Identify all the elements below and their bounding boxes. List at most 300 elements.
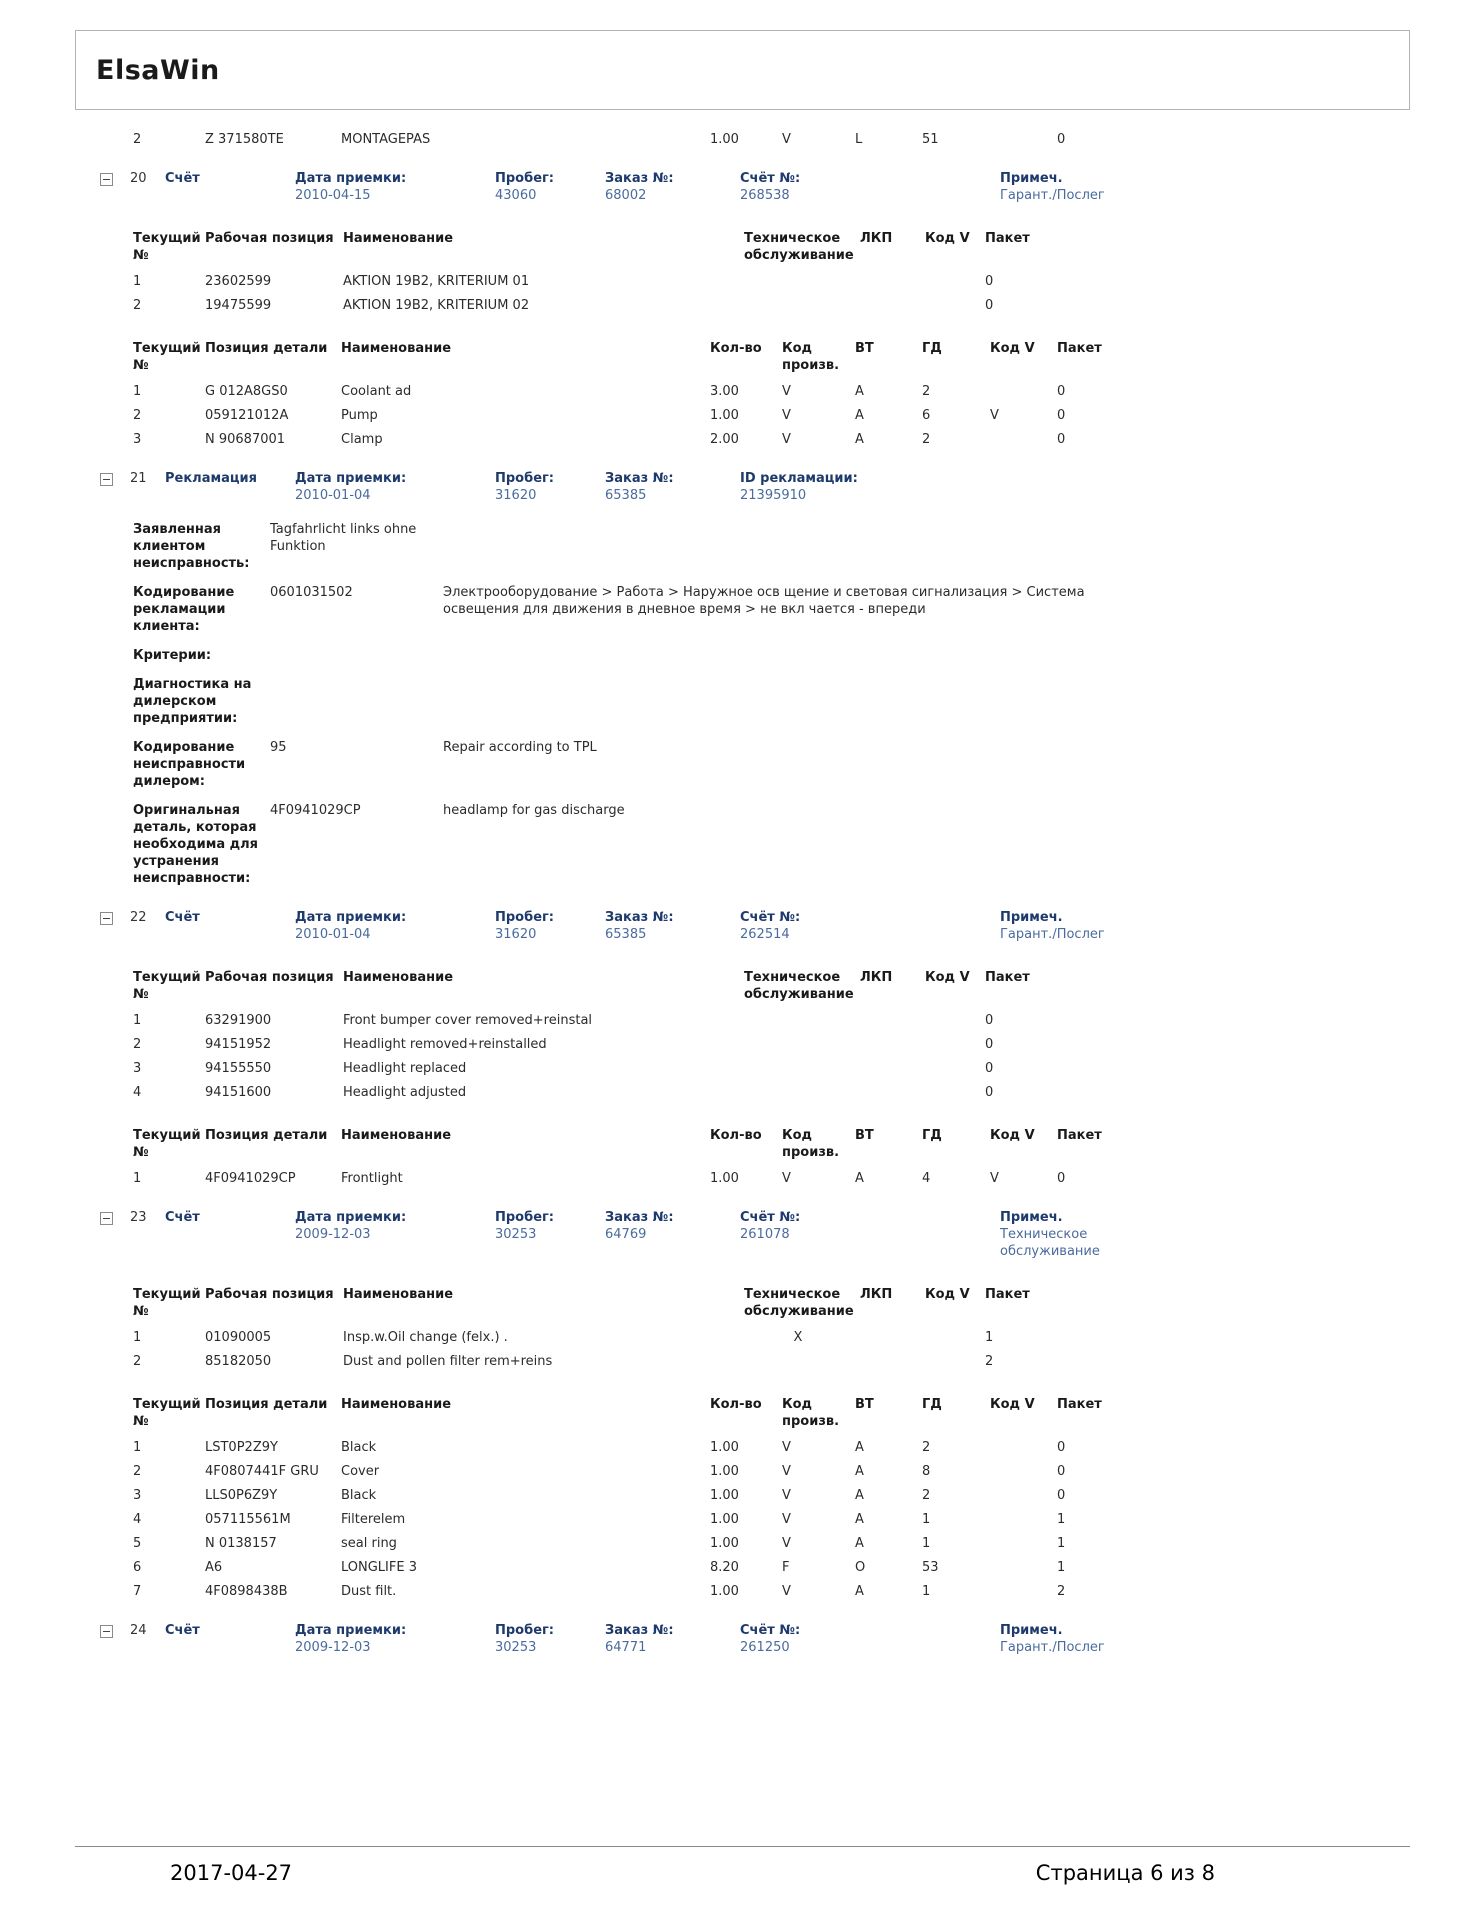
record-body — [100, 521, 1240, 887]
app-title: ElsaWin — [96, 54, 220, 86]
work-row — [133, 1036, 1240, 1053]
cell: 2 — [133, 408, 142, 423]
header-field-date — [295, 470, 495, 504]
cell: MONTAGEPAS — [341, 132, 431, 147]
complaint-field-label: Кодирование рекламации клиента: — [133, 585, 235, 634]
cell: A — [855, 384, 864, 399]
cell: A — [855, 1512, 864, 1527]
cell: A — [855, 1464, 864, 1479]
column-header: Кол-во — [710, 1397, 762, 1412]
collapse-button[interactable] — [100, 1212, 113, 1225]
work-row — [133, 297, 1240, 314]
field-value: 31620 — [495, 927, 537, 942]
parts-row — [133, 1559, 1240, 1576]
parts-row — [133, 1583, 1240, 1600]
column-header: ВТ — [855, 1397, 874, 1412]
cell: 2 — [985, 1354, 994, 1369]
cell — [744, 297, 860, 314]
cell: 1 — [1057, 1512, 1066, 1527]
column-header: Наименование — [343, 1287, 454, 1302]
cell: Front bumper cover removed+reinstal — [343, 1013, 593, 1028]
field-label: Счёт №: — [740, 1623, 801, 1638]
cell: 0 — [1057, 1171, 1066, 1186]
cell: Z 371580TE — [205, 132, 284, 147]
cell: LONGLIFE 3 — [341, 1560, 417, 1575]
footer-page-indicator: Страница 6 из 8 — [1035, 1861, 1215, 1885]
field-value: 65385 — [605, 488, 647, 503]
app-header — [75, 30, 1410, 110]
parts-table — [133, 340, 1240, 448]
collapse-button[interactable] — [100, 473, 113, 486]
column-header: Пакет — [985, 970, 1030, 985]
cell: V — [782, 1536, 791, 1551]
cell — [990, 383, 1057, 400]
column-header: Пакет — [1057, 1397, 1102, 1412]
parts-row-continued — [133, 131, 1240, 148]
field-value: 2009-12-03 — [295, 1227, 371, 1242]
column-header: ГД — [922, 1128, 942, 1143]
cell: 8.20 — [710, 1560, 739, 1575]
cell: A — [855, 1584, 864, 1599]
field-label: Заказ №: — [605, 171, 674, 186]
cell: V — [782, 384, 791, 399]
column-header: Рабочая позиция — [205, 231, 334, 246]
record-header — [100, 470, 1240, 504]
cell — [860, 1012, 925, 1029]
cell — [990, 131, 1057, 148]
field-label: ID рекламации: — [740, 471, 858, 486]
cell: N 90687001 — [205, 432, 286, 447]
cell: 1 — [1057, 1536, 1066, 1551]
cell: 0 — [985, 298, 994, 313]
cell — [990, 1487, 1057, 1504]
column-header: Текущий № — [133, 1128, 201, 1160]
record-20 — [100, 170, 1240, 448]
cell — [744, 273, 860, 290]
cell — [990, 1463, 1057, 1480]
cell: A — [855, 1171, 864, 1186]
cell: A — [855, 1536, 864, 1551]
field-label: Дата приемки: — [295, 1210, 407, 1225]
cell — [925, 273, 985, 290]
field-label: Пробег: — [495, 1210, 555, 1225]
cell: 94151952 — [205, 1037, 272, 1052]
table-header-row — [133, 969, 1240, 1003]
cell: Filterelem — [341, 1512, 406, 1527]
complaint-field-description — [443, 647, 1133, 664]
header-field-mileage — [495, 470, 605, 504]
cell: seal ring — [341, 1536, 397, 1551]
cell: Black — [341, 1488, 377, 1503]
cell: 0 — [985, 1085, 994, 1100]
record-type: Рекламация — [165, 471, 257, 486]
complaint-field-label: Кодирование неисправности дилером: — [133, 740, 246, 789]
cell: 4F0807441F GRU — [205, 1464, 319, 1479]
field-value: 64769 — [605, 1227, 647, 1242]
cell: 5 — [133, 1536, 142, 1551]
column-header: ЛКП — [860, 1287, 893, 1302]
header-field-invoice — [740, 1622, 1000, 1656]
cell: 51 — [922, 132, 939, 147]
cell: F — [782, 1560, 790, 1575]
cell — [744, 1036, 860, 1053]
record-header — [100, 1209, 1240, 1260]
cell: N 0138157 — [205, 1536, 277, 1551]
collapse-button[interactable] — [100, 912, 113, 925]
field-value: 30253 — [495, 1640, 537, 1655]
complaint-field-value: Tagfahrlicht links ohne Funktion — [270, 522, 417, 554]
cell: 6 — [922, 408, 931, 423]
parts-row — [133, 383, 1240, 400]
header-field-date — [295, 1622, 495, 1656]
complaint-field-label: Диагностика на дилерском предприятии: — [133, 677, 252, 726]
cell: Headlight removed+reinstalled — [343, 1037, 547, 1052]
parts-table — [133, 1396, 1240, 1600]
cell: 7 — [133, 1584, 142, 1599]
field-label: Пробег: — [495, 171, 555, 186]
record-header — [100, 170, 1240, 204]
field-value: 65385 — [605, 927, 647, 942]
cell: 2 — [133, 132, 142, 147]
cell — [925, 1084, 985, 1101]
cell: 2 — [922, 384, 931, 399]
cell: 1 — [133, 274, 142, 289]
record-number: 20 — [130, 171, 147, 186]
column-header: Текущий № — [133, 970, 201, 1002]
cell: 1.00 — [710, 1488, 739, 1503]
complaint-field-value: 4F0941029CP — [270, 803, 361, 818]
cell — [925, 1329, 985, 1346]
cell: Insp.w.Oil change (felx.) . — [343, 1330, 508, 1345]
complaint-field-value — [270, 676, 443, 727]
cell: 0 — [985, 274, 994, 289]
cell: 1 — [922, 1584, 931, 1599]
column-header: Пакет — [1057, 341, 1102, 356]
cell: Pump — [341, 408, 378, 423]
header-field-invoice — [740, 1209, 1000, 1243]
column-header: Код произв. — [782, 1128, 840, 1160]
cell: V — [782, 1584, 791, 1599]
column-header: Код V — [925, 231, 970, 246]
cell — [744, 1060, 860, 1077]
cell: 059121012A — [205, 408, 289, 423]
cell: 0 — [1057, 432, 1066, 447]
cell — [990, 1511, 1057, 1528]
cell: 2 — [922, 1440, 931, 1455]
record-number: 22 — [130, 910, 147, 925]
field-value: 31620 — [495, 488, 537, 503]
field-label: Счёт №: — [740, 910, 801, 925]
record-body — [100, 1286, 1240, 1600]
cell: 2 — [922, 432, 931, 447]
cell: 2 — [922, 1488, 931, 1503]
record-header — [100, 1622, 1240, 1656]
cell: Dust and pollen filter rem+reins — [343, 1354, 553, 1369]
cell: 0 — [1057, 1440, 1066, 1455]
field-value: Техническое обслуживание — [1000, 1227, 1100, 1259]
cell — [925, 1060, 985, 1077]
work-table — [133, 230, 1240, 314]
column-header: Рабочая позиция — [205, 1287, 334, 1302]
cell: 4F0898438B — [205, 1584, 288, 1599]
cell — [990, 431, 1057, 448]
cell: 1 — [985, 1330, 994, 1345]
cell: 4 — [133, 1512, 142, 1527]
cell: 1 — [133, 1171, 142, 1186]
cell — [925, 1353, 985, 1370]
cell: 0 — [1057, 132, 1066, 147]
column-header: Текущий № — [133, 1287, 201, 1319]
field-label: Заказ №: — [605, 1623, 674, 1638]
cell: 94151600 — [205, 1085, 272, 1100]
cell: Headlight adjusted — [343, 1085, 467, 1100]
header-field-invoice — [740, 470, 1000, 504]
cell: V — [990, 1171, 999, 1186]
field-label: Заказ №: — [605, 910, 674, 925]
column-header: Код V — [990, 1397, 1035, 1412]
header-field-mileage — [495, 170, 605, 204]
record-24 — [100, 1622, 1240, 1656]
cell — [860, 1084, 925, 1101]
field-value: Гарант./Послег — [1000, 188, 1105, 203]
cell: 1.00 — [710, 1536, 739, 1551]
table-header-row — [133, 340, 1240, 374]
cell: 1 — [922, 1536, 931, 1551]
field-value: 43060 — [495, 188, 537, 203]
column-header: Текущий № — [133, 1397, 201, 1429]
column-header: Код произв. — [782, 341, 840, 373]
cell: LST0P2Z9Y — [205, 1440, 278, 1455]
cell: 1 — [1057, 1560, 1066, 1575]
header-field-order — [605, 170, 740, 204]
work-row — [133, 1329, 1240, 1346]
column-header: ГД — [922, 341, 942, 356]
column-header: ВТ — [855, 1128, 874, 1143]
column-header: Текущий № — [133, 341, 201, 373]
record-number: 23 — [130, 1210, 147, 1225]
complaint-field-description — [443, 676, 1133, 727]
header-field-order — [605, 1209, 740, 1243]
cell — [744, 1084, 860, 1101]
parts-table — [133, 1127, 1240, 1187]
cell: 0 — [1057, 384, 1066, 399]
column-header: Пакет — [985, 1287, 1030, 1302]
minus-icon — [103, 1631, 110, 1632]
service-history-list — [100, 131, 1240, 1656]
column-header: Код V — [925, 1287, 970, 1302]
header-field-mileage — [495, 1209, 605, 1243]
cell: 2.00 — [710, 432, 739, 447]
complaint-field-value: 0601031502 — [270, 585, 353, 600]
column-header: Код V — [925, 970, 970, 985]
header-field-note — [1000, 909, 1140, 943]
cell: 1.00 — [710, 1584, 739, 1599]
minus-icon — [103, 918, 110, 919]
cell — [925, 1036, 985, 1053]
parts-row — [133, 407, 1240, 424]
column-header: Наименование — [341, 1397, 452, 1412]
column-header: Техническое обслуживание — [744, 231, 854, 263]
field-value: 262514 — [740, 927, 790, 942]
parts-row — [133, 1439, 1240, 1456]
column-header: Кол-во — [710, 341, 762, 356]
cell: V — [782, 432, 791, 447]
cell: 3 — [133, 432, 142, 447]
cell: Black — [341, 1440, 377, 1455]
field-label: Счёт №: — [740, 171, 801, 186]
collapse-button[interactable] — [100, 1625, 113, 1638]
cell — [744, 1353, 860, 1370]
cell: 4F0941029CP — [205, 1171, 296, 1186]
cell: 53 — [922, 1560, 939, 1575]
work-row — [133, 273, 1240, 290]
cell — [860, 1353, 925, 1370]
column-header: ЛКП — [860, 231, 893, 246]
parts-row — [133, 1487, 1240, 1504]
cell: 2 — [133, 1037, 142, 1052]
cell: 057115561M — [205, 1512, 291, 1527]
minus-icon — [103, 479, 110, 480]
cell: AKTION 19B2, KRITERIUM 01 — [343, 274, 530, 289]
cell: Frontlight — [341, 1171, 403, 1186]
footer-date: 2017-04-27 — [170, 1861, 293, 1885]
table-header-row — [133, 1286, 1240, 1320]
cell: 3.00 — [710, 384, 739, 399]
cell: A — [855, 432, 864, 447]
record-type: Счёт — [165, 1623, 200, 1638]
complaint-field-label: Заявленная клиентом неисправность: — [133, 522, 250, 571]
column-header: Рабочая позиция — [205, 970, 334, 985]
column-header: Код V — [990, 1128, 1035, 1143]
cell: 94155550 — [205, 1061, 272, 1076]
cell: 3 — [133, 1061, 142, 1076]
cell: Clamp — [341, 432, 383, 447]
field-value: 2010-01-04 — [295, 488, 371, 503]
field-value: Гарант./Послег — [1000, 1640, 1105, 1655]
cell: 1 — [133, 384, 142, 399]
complaint-field-value: 95 — [270, 740, 287, 755]
column-header: Позиция детали — [205, 1397, 328, 1412]
record-number: 21 — [130, 471, 147, 486]
cell — [860, 273, 925, 290]
header-field-date — [295, 170, 495, 204]
cell: 2 — [133, 1354, 142, 1369]
complaint-field-value — [270, 647, 443, 664]
cell: 0 — [985, 1013, 994, 1028]
column-header: Код V — [990, 341, 1035, 356]
cell: 1.00 — [710, 1171, 739, 1186]
complaint-field — [133, 739, 1240, 790]
parts-row — [133, 1463, 1240, 1480]
complaint-field-description: Электрооборудование > Работа > Наружное осв щение и световая сигнализация > Система освещения для движения в дневное время > не вкл чается - впереди — [443, 585, 1085, 617]
cell: 0 — [1057, 1464, 1066, 1479]
cell: A — [855, 1440, 864, 1455]
cell: 4 — [133, 1085, 142, 1100]
complaint-field — [133, 521, 1240, 572]
cell — [990, 1439, 1057, 1456]
cell: 3 — [133, 1488, 142, 1503]
cell: V — [990, 408, 999, 423]
work-row — [133, 1060, 1240, 1077]
complaint-field-description: headlamp for gas discharge — [443, 803, 625, 818]
cell: L — [855, 132, 863, 147]
column-header: Текущий № — [133, 231, 201, 263]
cell: V — [782, 408, 791, 423]
work-row — [133, 1084, 1240, 1101]
header-field-mileage — [495, 1622, 605, 1656]
field-label: Дата приемки: — [295, 471, 407, 486]
field-value: 68002 — [605, 188, 647, 203]
cell: 63291900 — [205, 1013, 272, 1028]
complaint-field — [133, 584, 1240, 635]
field-value: Гарант./Послег — [1000, 927, 1105, 942]
cell: V — [782, 1512, 791, 1527]
column-header: Наименование — [341, 1128, 452, 1143]
collapse-button[interactable] — [100, 173, 113, 186]
cell: X — [793, 1330, 803, 1345]
field-label: Примеч. — [1000, 1210, 1063, 1225]
cell — [744, 1012, 860, 1029]
cell — [925, 1012, 985, 1029]
field-label: Примеч. — [1000, 171, 1063, 186]
parts-row — [133, 1511, 1240, 1528]
field-label: Примеч. — [1000, 910, 1063, 925]
cell: A6 — [205, 1560, 223, 1575]
work-table — [133, 969, 1240, 1101]
cell: 0 — [985, 1037, 994, 1052]
record-type: Счёт — [165, 171, 200, 186]
parts-row — [133, 1535, 1240, 1552]
page-footer — [75, 1846, 1410, 1885]
column-header: Пакет — [985, 231, 1030, 246]
cell: 2 — [133, 298, 142, 313]
field-label: Дата приемки: — [295, 1623, 407, 1638]
cell: Headlight replaced — [343, 1061, 467, 1076]
complaint-field — [133, 676, 1240, 727]
work-row — [133, 1012, 1240, 1029]
cell: 0 — [985, 1061, 994, 1076]
cell: V — [782, 132, 791, 147]
cell: AKTION 19B2, KRITERIUM 02 — [343, 298, 530, 313]
complaint-field — [133, 647, 1240, 664]
cell: 1 — [133, 1013, 142, 1028]
cell: A — [855, 1488, 864, 1503]
cell: O — [855, 1560, 866, 1575]
cell: 1.00 — [710, 408, 739, 423]
cell: 1 — [133, 1440, 142, 1455]
work-row — [133, 1353, 1240, 1370]
cell: Dust filt. — [341, 1584, 397, 1599]
cell — [990, 1583, 1057, 1600]
header-field-order — [605, 470, 740, 504]
column-header: Код произв. — [782, 1397, 840, 1429]
cell: V — [782, 1171, 791, 1186]
column-header: Позиция детали — [205, 341, 328, 356]
column-header: Техническое обслуживание — [744, 1287, 854, 1319]
cell: 1 — [922, 1512, 931, 1527]
field-value: 21395910 — [740, 488, 807, 503]
table-header-row — [133, 1396, 1240, 1430]
field-value: 30253 — [495, 1227, 537, 1242]
header-field-order — [605, 1622, 740, 1656]
field-label: Счёт №: — [740, 1210, 801, 1225]
cell — [860, 1329, 925, 1346]
field-value: 2010-01-04 — [295, 927, 371, 942]
cell: LLS0P6Z9Y — [205, 1488, 278, 1503]
cell: 23602599 — [205, 274, 272, 289]
column-header: ГД — [922, 1397, 942, 1412]
column-header: Кол-во — [710, 1128, 762, 1143]
